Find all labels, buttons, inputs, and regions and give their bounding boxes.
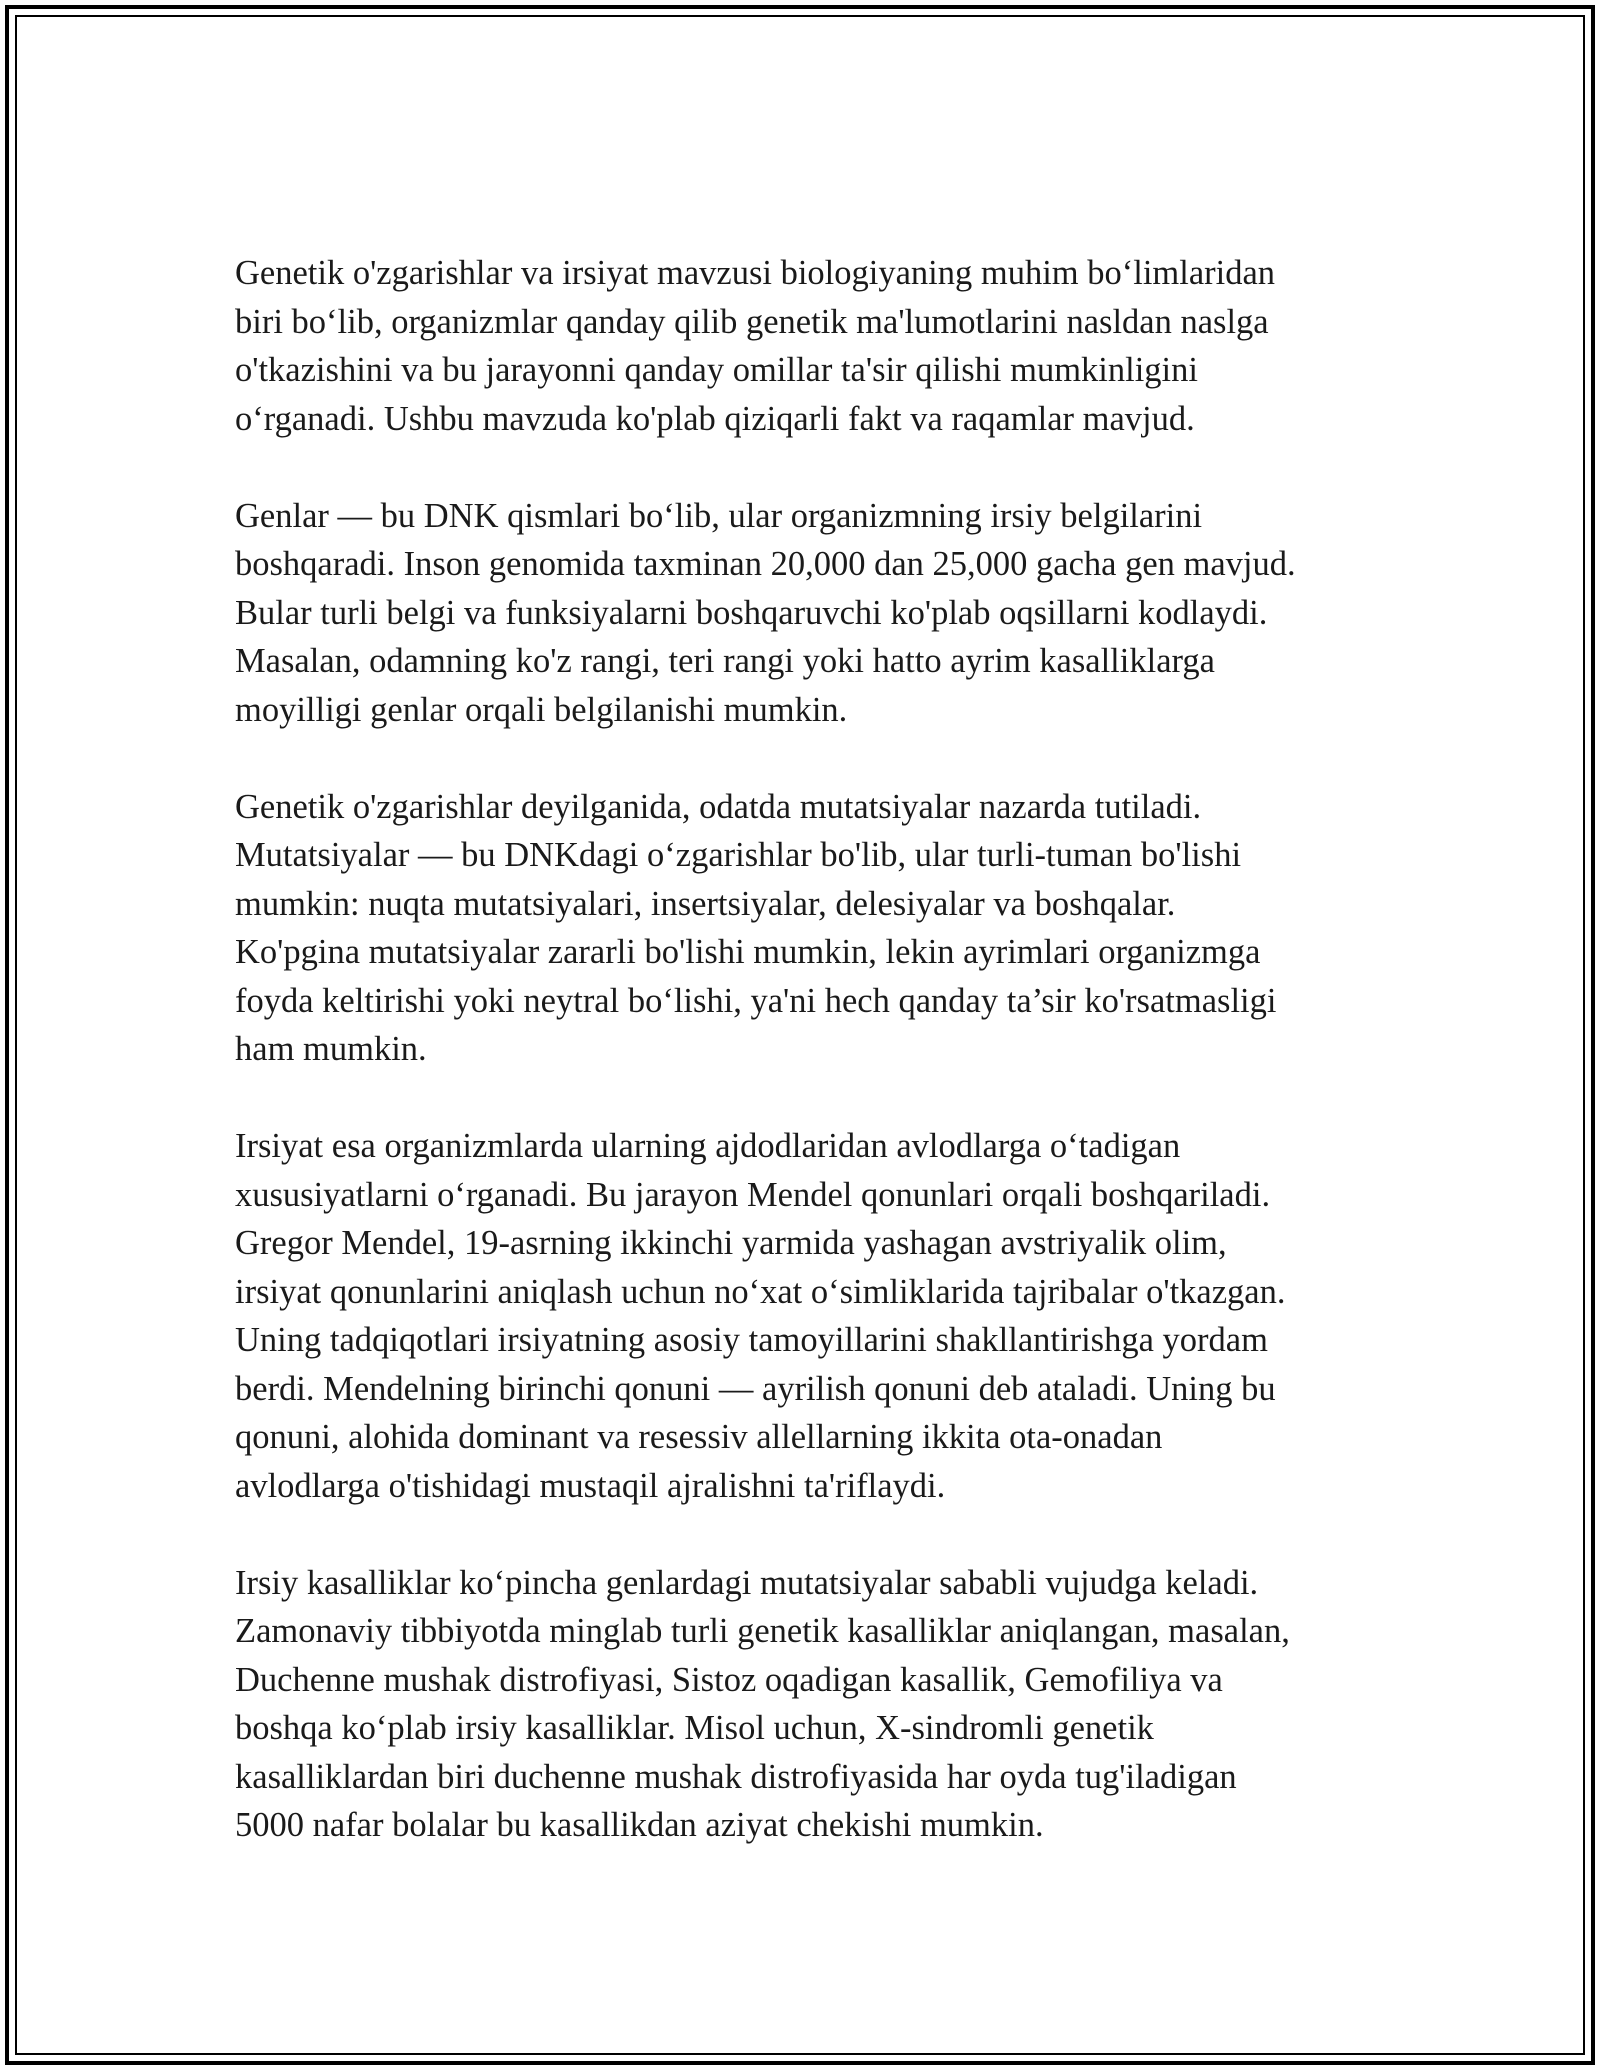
paragraph-genes: Genlar — bu DNK qismlari bo‘lib, ular organizmning irsiy belgilarini boshqaradi. Inson genomida taxminan 20,000 dan 25,000 gacha gen mavjud. Bular turli belgi va funksiyalarni boshqaruvchi ko'plab oqsillarni kodlaydi. Masalan, odamning ko'z rangi, teri rangi yoki hatto ayrim kasalliklarga moyilligi genlar orqali belgilanishi mumkin.: [235, 496, 1296, 729]
paragraph-heredity: Irsiyat esa organizmlarda ularning ajdodlaridan avlodlarga o‘tadigan xususiyatlarni o‘rganadi. Bu jarayon Mendel qonunlari orqali boshqariladi. Gregor Mendel, 19-asrning ikkinchi yarmida yashagan avstriyalik olim, irsiyat qonunlarini aniqlash uchun no‘xat o‘simliklarida tajribalar o'tkazgan. Uning tadqiqotlari irsiyatning asosiy tamoyillarini shakllantirishga yordam berdi. Mendelning birinchi qonuni — ayrilish qonuni deb ataladi. Uning bu qonuni, alohida dominant va resessiv allellarning ikkita ota-onadan avlodlarga o'tishidagi mustaqil ajralishni ta'riflaydi.: [235, 1127, 1286, 1505]
paragraph-intro: Genetik o'zgarishlar va irsiyat mavzusi biologiyaning muhim bo‘limlaridan biri bo‘lib, organizmlar qanday qilib genetik ma'lumotlarini nasldan naslga o'tkazishini va bu jarayonni qanday omillar ta'sir qilishi mumkinligini o‘rganadi. Ushbu mavzuda ko'plab qiziqarli fakt va raqamlar mavjud.: [235, 254, 1276, 438]
document-body: [235, 249, 1395, 1850]
paragraph-hereditary-diseases: Irsiy kasalliklar ko‘pincha genlardagi mutatsiyalar sababli vujudga keladi. Zamonaviy tibbiyotda minglab turli genetik kasalliklar aniqlangan, masalan, Duchenne mushak distrofiyasi, Sistoz oqadigan kasallik, Gemofiliya va boshqa ko‘plab irsiy kasalliklar. Misol uchun, X-sindromli genetik kasalliklardan biri duchenne mushak distrofiyasida har oyda tug'iladigan 5000 nafar bolalar bu kasallikdan aziyat chekishi mumkin.: [235, 1563, 1290, 1844]
paragraph-mutations: Genetik o'zgarishlar deyilganida, odatda mutatsiyalar nazarda tutiladi. Mutatsiyalar — bu DNKdagi o‘zgarishlar bo'lib, ular turli-tuman bo'lishi mumkin: nuqta mutatsiyalari, insertsiyalar, delesiyalar va boshqalar. Ko'pgina mutatsiyalar zararli bo'lishi mumkin, lekin ayrimlari organizmga foyda keltirishi yoki neytral bo‘lishi, ya'ni hech qanday ta’sir ko'rsatmasligi ham mumkin.: [235, 787, 1277, 1068]
